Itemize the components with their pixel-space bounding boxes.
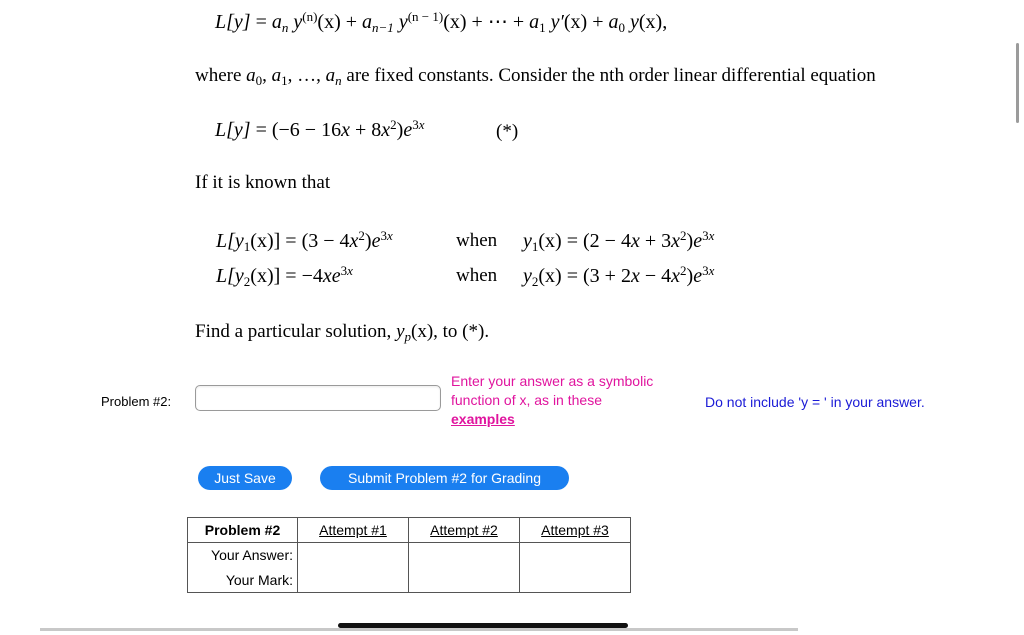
given-lhs-2: $L[y_2(x)] = -4xe^{3x}$ [216,262,353,289]
problem-label: Problem #2: [101,394,172,409]
your-answer-label: Your Answer: [188,543,298,568]
given-when-2: when [456,265,498,286]
attempt-2-answer [409,543,520,568]
attempt-3-answer [520,543,631,568]
your-answer-row [188,543,631,568]
attempt-1-mark [298,568,409,593]
answer-input[interactable] [195,385,441,411]
attempt-1-header: Attempt #1 [298,518,409,543]
submit-button[interactable]: Submit Problem #2 for Grading [320,466,569,490]
just-save-button[interactable]: Just Save [198,466,292,490]
examples-link[interactable]: examples [451,411,515,427]
constants-description: where $a_0$, $a_1$, …, $a_n$ are fixed constants. Consider the nth order linear differential equation [195,65,876,88]
main-equation: $L[y] = (-6 - 16x + 8x^2)e^{3x}$ [215,116,425,141]
given-rhs-2: $y_2(x) = (3 + 2x - 4x^2)e^{3x}$ [523,262,715,289]
attempts-table [187,517,631,593]
find-text: Find a particular solution, $y_p(x)$, to (*). [195,321,490,344]
equation-tag: (*) [496,121,519,142]
your-mark-row [188,568,631,593]
given-when-1: when [456,230,498,251]
attempts-header-row [188,518,631,543]
attempt-3-header: Attempt #3 [520,518,631,543]
attempt-1-answer [298,543,409,568]
attempt-3-mark [520,568,631,593]
vertical-scrollbar[interactable] [1016,43,1019,123]
known-text: If it is known that [195,172,331,193]
answer-hint: Enter your answer as a symbolic function of x, as in these examples [451,373,654,427]
attempt-2-mark [409,568,520,593]
attempt-2-header: Attempt #2 [409,518,520,543]
horizontal-scroll-track [40,628,798,631]
given-rhs-1: $y_1(x) = (2 - 4x + 3x^2)e^{3x}$ [523,227,715,254]
given-lhs-1: $L[y_1(x)] = (3 - 4x^2)e^{3x}$ [216,227,393,254]
horizontal-scrollbar[interactable] [338,623,628,628]
answer-note: Do not include 'y = ' in your answer. [705,394,925,410]
your-mark-label: Your Mark: [188,568,298,593]
attempts-table-title: Problem #2 [188,518,298,543]
operator-definition: $L[y] = a_n$ $y^{(n)}(x) + a_{n-1}$ $y^{(n - 1)}(x)$ + ⋯ + $a_1$ $y'(x) + a_0$ y(x), [215,8,668,35]
